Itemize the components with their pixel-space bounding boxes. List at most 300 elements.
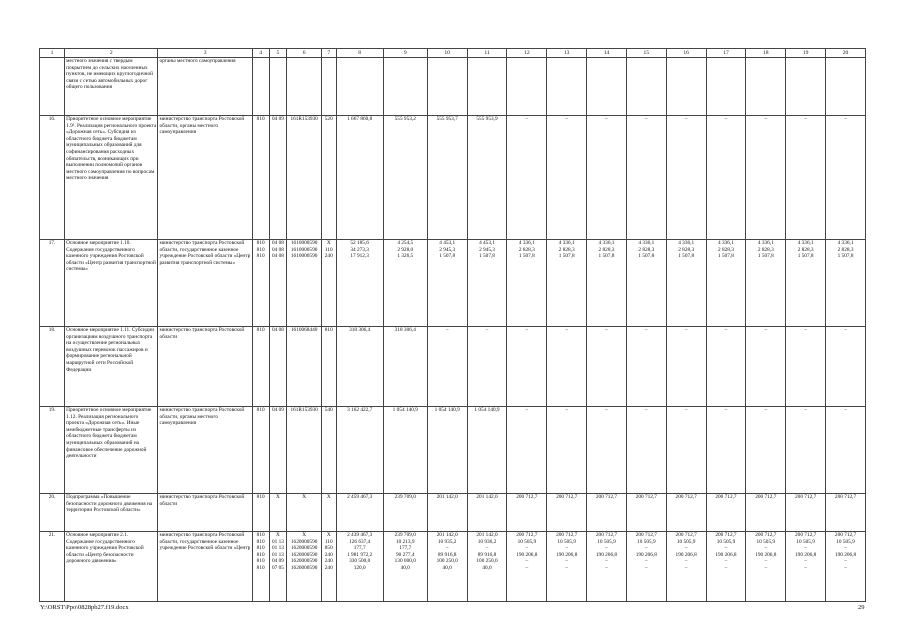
column-number-8: 8 bbox=[336, 49, 383, 58]
table-row bbox=[40, 58, 866, 116]
budget-cell bbox=[666, 240, 706, 327]
budget-cell bbox=[746, 240, 786, 327]
cell-value: 1 507,8 bbox=[518, 253, 535, 260]
cell-value: 2 439 467,3 bbox=[347, 532, 373, 538]
cell-value: – bbox=[644, 545, 648, 552]
cell-value: 2 828,3 bbox=[678, 246, 695, 253]
column-number-15: 15 bbox=[626, 49, 666, 58]
budget-cell bbox=[321, 327, 336, 407]
column-number-18: 18 bbox=[746, 49, 786, 58]
cell-value: – bbox=[525, 327, 529, 333]
budget-cell bbox=[547, 116, 587, 240]
cell-value: 2 945,3 bbox=[439, 246, 456, 253]
budget-cell bbox=[383, 116, 427, 240]
budget-cell bbox=[336, 327, 383, 407]
cell-value: 01 13 bbox=[271, 551, 284, 558]
cell-value: 810 bbox=[256, 327, 265, 333]
budget-cell bbox=[383, 494, 427, 532]
cell-value: – bbox=[804, 116, 807, 122]
cell-value: 161R153930 bbox=[290, 116, 318, 122]
cell-value: 4 336,1 bbox=[757, 240, 774, 246]
budget-cell bbox=[626, 58, 666, 116]
budget-cell bbox=[587, 407, 627, 494]
responsible-executor: министерство транспорта Ростовской области bbox=[158, 327, 252, 407]
cell-value: 240 bbox=[324, 558, 333, 565]
budget-cell bbox=[321, 116, 336, 240]
cell-value: 34 273,3 bbox=[350, 246, 369, 253]
cell-value: 1 507,8 bbox=[479, 253, 495, 260]
cell-value: 1610068440 bbox=[290, 327, 318, 333]
budget-cell bbox=[786, 116, 826, 240]
cell-value: X bbox=[302, 532, 307, 538]
cell-value: 2 945,3 bbox=[479, 246, 495, 253]
cell-value: 810 bbox=[256, 246, 265, 253]
budget-cell bbox=[626, 327, 666, 407]
cell-value: 01 13 bbox=[271, 545, 284, 552]
budget-cell bbox=[587, 327, 627, 407]
budget-cell bbox=[666, 407, 706, 494]
budget-cell bbox=[786, 494, 826, 532]
cell-value: 810 bbox=[256, 494, 265, 500]
cell-value: 07 05 bbox=[271, 564, 284, 571]
budget-table bbox=[39, 48, 866, 602]
budget-cell bbox=[746, 116, 786, 240]
cell-value: – bbox=[525, 564, 529, 571]
responsible-executor: органы местного самоуправления bbox=[158, 58, 252, 116]
budget-cell bbox=[666, 58, 706, 116]
budget-cell bbox=[746, 532, 786, 602]
cell-value: 10 935,2 bbox=[437, 538, 457, 545]
budget-cell bbox=[252, 116, 269, 240]
budget-cell bbox=[547, 532, 587, 602]
cell-value: 10 936,2 bbox=[477, 538, 497, 545]
budget-cell bbox=[626, 494, 666, 532]
cell-value: 1 507,8 bbox=[837, 253, 854, 260]
cell-value: 161R153930 bbox=[290, 407, 318, 413]
budget-cell bbox=[252, 494, 269, 532]
cell-value: – bbox=[764, 407, 768, 413]
budget-cell bbox=[547, 494, 587, 532]
row-number: 17. bbox=[40, 240, 65, 327]
cell-value: 555 953,2 bbox=[394, 116, 416, 122]
budget-cell bbox=[427, 327, 467, 407]
cell-value: – bbox=[764, 564, 768, 571]
budget-cell bbox=[587, 240, 627, 327]
cell-value: 200 712,7 bbox=[715, 494, 737, 500]
cell-value: 40,0 bbox=[442, 564, 452, 571]
cell-value: 810 bbox=[256, 551, 265, 558]
cell-value: – bbox=[844, 545, 847, 552]
cell-value: 1 054 140,9 bbox=[474, 407, 500, 413]
budget-cell bbox=[252, 327, 269, 407]
cell-value: – bbox=[565, 564, 568, 571]
cell-value: – bbox=[605, 327, 608, 333]
program-name: Основное мероприятие 1.11. Субсидии организациям воздушного транспорта на осуществление региональных воздушных перевозок пассажиров и формирование региональной маршрутной сети Российской Федерации bbox=[65, 327, 158, 407]
budget-cell bbox=[467, 407, 507, 494]
table-row bbox=[40, 240, 866, 327]
cell-value: – bbox=[605, 116, 608, 122]
cell-value: 200 712,7 bbox=[556, 494, 578, 500]
cell-value: – bbox=[844, 558, 847, 565]
cell-value: 17 912,3 bbox=[350, 253, 369, 260]
cell-value: 1620000590 bbox=[290, 538, 318, 545]
cell-value: 1610000590 bbox=[290, 253, 318, 260]
program-name: Приоритетное основное мероприятие 1.9¹. Реализация регионального проекта «Дорожная сеть». Субсидия из областного бюджета бюджетам муниципальных образований для софинансирования расходных обязательств, возникающих при выполнении полномочий органов местного самоуправления по вопросам местного значения bbox=[65, 116, 158, 240]
column-number-10: 10 bbox=[427, 49, 467, 58]
cell-value: – bbox=[844, 407, 847, 413]
budget-cell bbox=[547, 407, 587, 494]
cell-value: 177,7 bbox=[399, 545, 412, 552]
cell-value: 200 712,7 bbox=[595, 532, 618, 538]
cell-value: – bbox=[804, 545, 807, 552]
cell-value: 1 054 140,9 bbox=[434, 407, 460, 413]
row-number: 19. bbox=[40, 407, 65, 494]
budget-cell bbox=[321, 240, 336, 327]
cell-value: 201 142,0 bbox=[476, 494, 498, 500]
budget-cell bbox=[706, 327, 746, 407]
budget-cell bbox=[626, 240, 666, 327]
budget-cell bbox=[269, 494, 287, 532]
cell-value: 04 09 bbox=[271, 116, 284, 122]
budget-cell bbox=[336, 58, 383, 116]
cell-value: 1 507,8 bbox=[638, 253, 655, 260]
cell-value: 04 08 bbox=[271, 327, 284, 333]
cell-value: – bbox=[644, 558, 648, 565]
cell-value: – bbox=[565, 545, 568, 552]
cell-value: 4 453,1 bbox=[479, 240, 495, 246]
budget-cell bbox=[252, 407, 269, 494]
budget-cell bbox=[467, 532, 507, 602]
cell-value: – bbox=[445, 327, 449, 333]
cell-value: 10 505,9 bbox=[676, 538, 696, 545]
program-name: местного значения с твердым покрытием до сельских населенных пунктов, не имеющих круглогодичной связи с сетью автомобильных дорог общего пользования bbox=[65, 58, 158, 116]
cell-value: – bbox=[844, 564, 847, 571]
budget-cell bbox=[507, 58, 547, 116]
cell-value: 240 bbox=[324, 551, 333, 558]
budget-cell bbox=[786, 58, 826, 116]
budget-cell bbox=[826, 116, 866, 240]
cell-value: 200 712,7 bbox=[755, 532, 777, 538]
budget-cell bbox=[287, 116, 322, 240]
budget-cell bbox=[427, 532, 467, 602]
budget-cell bbox=[507, 407, 547, 494]
budget-cell bbox=[706, 58, 746, 116]
column-number-11: 11 bbox=[467, 49, 507, 58]
cell-value: – bbox=[605, 545, 608, 552]
column-number-1: 1 bbox=[40, 49, 65, 58]
cell-value: 555 953,7 bbox=[436, 116, 458, 122]
cell-value: – bbox=[804, 558, 807, 565]
cell-value: 810 bbox=[256, 116, 265, 122]
cell-value: 2 459 467,3 bbox=[347, 494, 373, 500]
budget-cell bbox=[427, 494, 467, 532]
cell-value: 100 250,0 bbox=[436, 558, 458, 565]
budget-cell bbox=[826, 327, 866, 407]
budget-cell bbox=[427, 240, 467, 327]
cell-value: 4 336,1 bbox=[598, 240, 615, 246]
cell-value: 810 bbox=[324, 327, 333, 333]
cell-value: 850 bbox=[324, 545, 333, 552]
budget-cell bbox=[467, 494, 507, 532]
cell-value: 89 916,8 bbox=[437, 551, 457, 558]
cell-value: – bbox=[724, 407, 728, 413]
cell-value: – bbox=[605, 407, 608, 413]
budget-cell bbox=[269, 240, 287, 327]
cell-value: 4 336,1 bbox=[518, 240, 535, 246]
table-row bbox=[40, 116, 866, 240]
cell-value: 810 bbox=[256, 407, 265, 413]
budget-cell bbox=[547, 327, 587, 407]
cell-value: 190 206,8 bbox=[715, 551, 737, 558]
program-name: Приоритетное основное мероприятие 1.12. Реализация регионального проекта «Дорожная сеть». Иные межбюджетные трансферты из областного бюджета бюджетам муниципальных образований на финансовое обеспечение дорожной деятельности bbox=[65, 407, 158, 494]
budget-cell bbox=[336, 116, 383, 240]
cell-value: 200 712,7 bbox=[675, 532, 697, 538]
budget-cell bbox=[547, 240, 587, 327]
budget-cell bbox=[786, 407, 826, 494]
budget-cell bbox=[706, 532, 746, 602]
row-number: 16. bbox=[40, 116, 65, 240]
cell-value: 200 712,7 bbox=[715, 532, 737, 538]
row-number bbox=[40, 58, 65, 116]
column-number-4: 4 bbox=[252, 49, 269, 58]
budget-cell bbox=[587, 58, 627, 116]
cell-value: 110 bbox=[324, 538, 333, 545]
cell-value: – bbox=[724, 116, 728, 122]
cell-value: 2 828,3 bbox=[638, 246, 655, 253]
budget-cell bbox=[287, 58, 322, 116]
cell-value: – bbox=[844, 327, 847, 333]
table-row bbox=[40, 494, 866, 532]
budget-cell bbox=[427, 116, 467, 240]
cell-value: 40,0 bbox=[482, 564, 492, 571]
budget-cell bbox=[287, 494, 322, 532]
cell-value: 1 326,5 bbox=[397, 253, 414, 260]
budget-cell bbox=[626, 407, 666, 494]
budget-cell bbox=[321, 58, 336, 116]
cell-value: 330 500,0 bbox=[349, 558, 371, 565]
budget-cell bbox=[706, 240, 746, 327]
cell-value: 1 507,8 bbox=[598, 253, 615, 260]
cell-value: – bbox=[684, 545, 688, 552]
budget-cell bbox=[252, 532, 269, 602]
cell-value: 190 206,8 bbox=[635, 551, 657, 558]
column-number-3: 3 bbox=[158, 49, 252, 58]
budget-cell bbox=[383, 407, 427, 494]
cell-value: – bbox=[644, 564, 648, 571]
budget-cell bbox=[746, 327, 786, 407]
cell-value: 239 709,0 bbox=[394, 494, 416, 500]
budget-cell bbox=[383, 327, 427, 407]
budget-cell bbox=[786, 532, 826, 602]
cell-value: 810 bbox=[256, 564, 265, 571]
budget-cell bbox=[587, 532, 627, 602]
cell-value: – bbox=[565, 327, 568, 333]
cell-value: – bbox=[684, 558, 688, 565]
column-number-2: 2 bbox=[65, 49, 158, 58]
page-number: 29 bbox=[858, 604, 865, 611]
budget-cell bbox=[321, 407, 336, 494]
cell-value: 810 bbox=[256, 558, 265, 565]
cell-value: – bbox=[724, 545, 728, 552]
cell-value: 90 277,4 bbox=[395, 551, 415, 558]
cell-value: 100 250,0 bbox=[476, 558, 498, 565]
cell-value: 1610000590 bbox=[290, 240, 318, 246]
cell-value: 1620000590 bbox=[290, 558, 318, 565]
cell-value: 2 828,3 bbox=[518, 246, 535, 253]
responsible-executor: министерство транспорта Ростовской области, государственное казенное учреждение Ростовской области «Центр bbox=[158, 532, 252, 602]
budget-cell bbox=[826, 532, 866, 602]
cell-value: X bbox=[326, 240, 331, 246]
cell-value: 4 254,5 bbox=[397, 240, 414, 246]
budget-cell bbox=[252, 58, 269, 116]
cell-value: – bbox=[565, 116, 568, 122]
cell-value: 10 505,9 bbox=[756, 538, 776, 545]
cell-value: 318 306,4 bbox=[349, 327, 371, 333]
cell-value: 200 712,7 bbox=[516, 532, 538, 538]
budget-cell bbox=[287, 407, 322, 494]
cell-value: 1 667 860,8 bbox=[347, 116, 373, 122]
cell-value: 2 828,3 bbox=[797, 246, 814, 253]
responsible-executor: министерство транспорта Ростовской области bbox=[158, 494, 252, 532]
budget-cell bbox=[746, 494, 786, 532]
budget-cell bbox=[746, 407, 786, 494]
column-number-header bbox=[40, 49, 866, 58]
cell-value: 200 712,7 bbox=[795, 532, 817, 538]
cell-value: 10 213,9 bbox=[395, 538, 415, 545]
budget-cell bbox=[666, 494, 706, 532]
program-name: Основное мероприятие 1.10. Содержание государственного казенного учреждения Ростовской области «Центр развития транспортной системы» bbox=[65, 240, 158, 327]
cell-value: 1 981 972,2 bbox=[347, 551, 373, 558]
budget-cell bbox=[321, 494, 336, 532]
cell-value: 201 142,0 bbox=[436, 532, 458, 538]
cell-value: 2 928,0 bbox=[397, 246, 414, 253]
cell-value: – bbox=[644, 116, 648, 122]
cell-value: 200 712,7 bbox=[556, 532, 578, 538]
row-number: 20. bbox=[40, 494, 65, 532]
cell-value: 2 828,3 bbox=[757, 246, 774, 253]
cell-value: – bbox=[605, 558, 608, 565]
budget-cell bbox=[336, 494, 383, 532]
cell-value: 1 507,8 bbox=[439, 253, 456, 260]
budget-cell bbox=[507, 327, 547, 407]
budget-cell bbox=[269, 327, 287, 407]
cell-value: 1610000590 bbox=[290, 246, 318, 253]
cell-value: – bbox=[724, 327, 728, 333]
cell-value: 200 712,7 bbox=[795, 494, 817, 500]
cell-value: 190 206,8 bbox=[556, 551, 578, 558]
cell-value: 190 206,8 bbox=[755, 551, 777, 558]
cell-value: 4 336,1 bbox=[718, 240, 734, 246]
cell-value: 200 712,7 bbox=[675, 494, 697, 500]
cell-value: X bbox=[326, 532, 331, 538]
cell-value: – bbox=[764, 558, 768, 565]
responsible-executor: министерство транспорта Ростовской области, органы местного самоуправления bbox=[158, 116, 252, 240]
cell-value: 3 162 422,7 bbox=[347, 407, 373, 413]
cell-value: 4 336,1 bbox=[638, 240, 655, 246]
budget-cell bbox=[336, 240, 383, 327]
cell-value: – bbox=[605, 564, 608, 571]
budget-cell bbox=[706, 494, 746, 532]
column-number-7: 7 bbox=[321, 49, 336, 58]
cell-value: 190 206,8 bbox=[595, 551, 618, 558]
cell-value: 1 507,8 bbox=[797, 253, 814, 260]
cell-value: 2 828,3 bbox=[598, 246, 615, 253]
budget-cell bbox=[467, 58, 507, 116]
cell-value: 130 000,0 bbox=[394, 558, 416, 565]
budget-cell bbox=[287, 532, 322, 602]
row-number: 18. bbox=[40, 327, 65, 407]
cell-value: 190 206,8 bbox=[675, 551, 697, 558]
budget-cell bbox=[666, 327, 706, 407]
cell-value: 810 bbox=[256, 253, 265, 260]
cell-value: 190 206,8 bbox=[516, 551, 538, 558]
cell-value: 1 054 140,9 bbox=[392, 407, 418, 413]
budget-cell bbox=[706, 407, 746, 494]
budget-cell bbox=[746, 58, 786, 116]
cell-value: 201 142,0 bbox=[436, 494, 458, 500]
cell-value: – bbox=[764, 116, 768, 122]
budget-cell bbox=[383, 532, 427, 602]
cell-value: 810 bbox=[256, 538, 265, 545]
budget-cell bbox=[706, 116, 746, 240]
footer-file-path: Y:\ORST\Ppo\0828pb27.f19.docx bbox=[40, 604, 129, 611]
cell-value: – bbox=[525, 116, 529, 122]
cell-value: 810 bbox=[256, 240, 265, 246]
cell-value: 120,0 bbox=[353, 564, 366, 571]
cell-value: 89 916,8 bbox=[477, 551, 497, 558]
cell-value: 10 505,9 bbox=[796, 538, 815, 545]
cell-value: – bbox=[764, 545, 768, 552]
cell-value: 10 505,9 bbox=[637, 538, 656, 545]
cell-value: 239 709,0 bbox=[394, 532, 416, 538]
cell-value: 10 505,9 bbox=[597, 538, 616, 545]
cell-value: 4 453,1 bbox=[439, 240, 456, 246]
budget-cell bbox=[269, 58, 287, 116]
cell-value: 10 505,9 bbox=[716, 538, 736, 545]
cell-value: X bbox=[326, 494, 331, 500]
cell-value: 200 712,7 bbox=[834, 532, 857, 538]
program-name: Основное мероприятие 2.1. Содержание государственного казенного учреждения Ростовской области «Центр безопасности дорожного движения» bbox=[65, 532, 158, 602]
cell-value: 200 712,7 bbox=[635, 532, 657, 538]
cell-value: – bbox=[684, 327, 688, 333]
budget-cell bbox=[427, 407, 467, 494]
budget-cell bbox=[287, 327, 322, 407]
budget-cell bbox=[269, 407, 287, 494]
budget-cell bbox=[252, 240, 269, 327]
budget-cell bbox=[626, 532, 666, 602]
cell-value: 520 bbox=[324, 116, 333, 122]
cell-value: 810 bbox=[256, 545, 265, 552]
cell-value: 10 505,9 bbox=[836, 538, 855, 545]
budget-cell bbox=[383, 240, 427, 327]
cell-value: X bbox=[276, 532, 280, 538]
cell-value: – bbox=[485, 327, 489, 333]
budget-cell bbox=[507, 532, 547, 602]
cell-value: – bbox=[804, 407, 807, 413]
budget-cell bbox=[287, 240, 322, 327]
column-number-13: 13 bbox=[547, 49, 587, 58]
table-row bbox=[40, 532, 866, 602]
cell-value: – bbox=[525, 545, 529, 552]
cell-value: 190 206,8 bbox=[795, 551, 817, 558]
budget-cell bbox=[786, 327, 826, 407]
budget-cell bbox=[587, 494, 627, 532]
cell-value: 200 712,7 bbox=[595, 494, 618, 500]
cell-value: 540 bbox=[324, 407, 333, 413]
budget-cell bbox=[507, 494, 547, 532]
budget-cell bbox=[547, 58, 587, 116]
column-number-14: 14 bbox=[587, 49, 627, 58]
